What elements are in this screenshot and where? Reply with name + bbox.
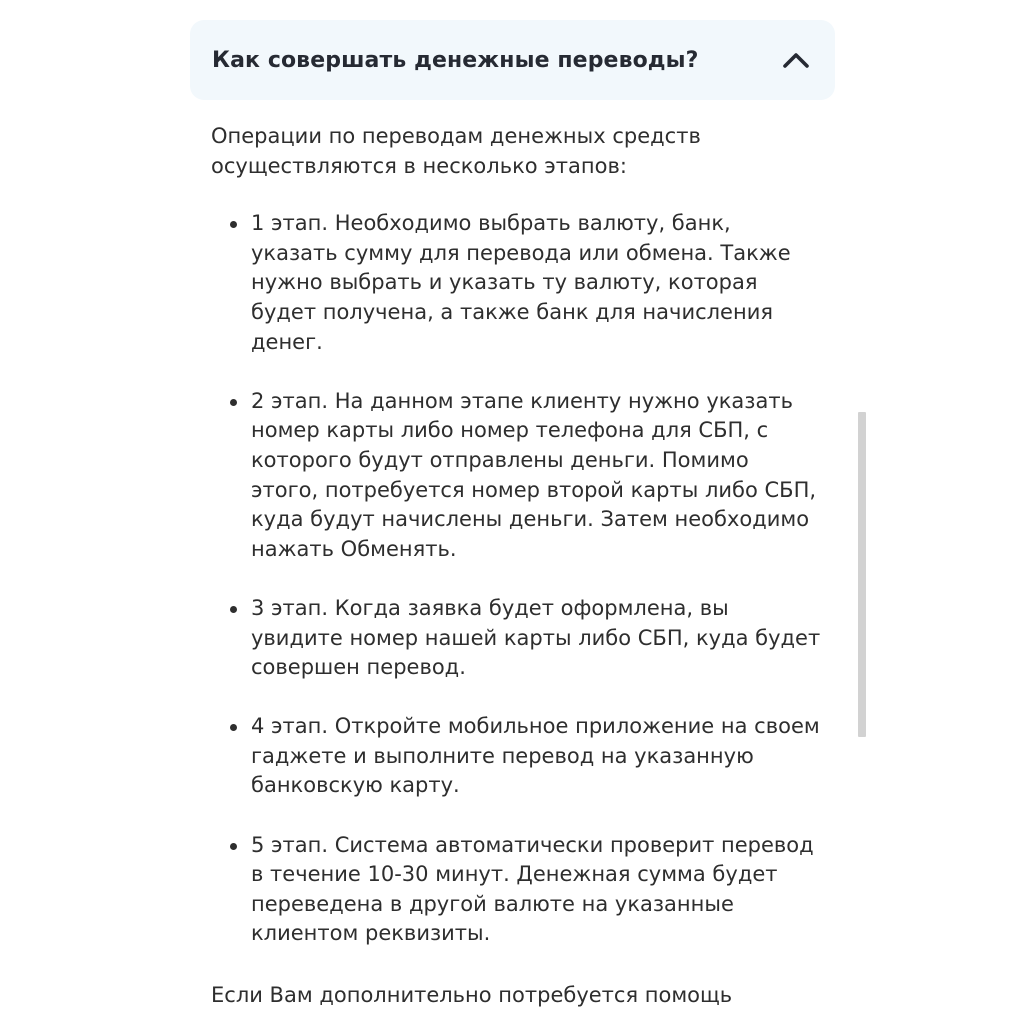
faq-question-header[interactable]	[190, 20, 835, 100]
list-item	[211, 594, 821, 683]
bullet-dot	[230, 399, 237, 406]
step-text: 2 этап. На данном этапе клиенту нужно указать номер карты либо номер телефона для СБП, с которого будут отправлены деньги. Помимо этого, потребуется номер второй карты либо СБП, куда будут начислены деньги. Затем необходимо нажать Обменять.	[251, 388, 817, 561]
list-item	[211, 209, 821, 357]
bullet-dot	[230, 843, 237, 850]
bullet-dot	[230, 606, 237, 613]
step-text: 1 этап. Необходимо выбрать валюту, банк, указать сумму для перевода или обмена. Также нужно выбрать и указать ту валюту, которая будет получена, а также банк для начисления денег.	[251, 211, 791, 354]
list-item	[211, 387, 821, 565]
list-item	[211, 712, 821, 801]
scrollbar-thumb[interactable]	[858, 412, 866, 737]
bullet-dot	[230, 724, 237, 731]
answer-outro: Если Вам дополнительно потребуется помощь	[211, 982, 733, 1007]
faq-question-title: Как совершать денежные переводы?	[212, 47, 699, 73]
bullet-dot	[230, 221, 237, 228]
steps-list	[211, 209, 821, 949]
step-text: 4 этап. Откройте мобильное приложение на своем гаджете и выполните перевод на указанную банковскую карту.	[251, 714, 820, 798]
chevron-up-icon[interactable]	[781, 45, 811, 75]
faq-answer	[211, 122, 821, 1010]
answer-intro: Операции по переводам денежных средств осуществляются в несколько этапов:	[211, 124, 701, 178]
step-text: 5 этап. Система автоматически проверит перевод в течение 10-30 минут. Денежная сумма будет переведена в другой валюте на указанные клиентом реквизиты.	[251, 832, 814, 946]
list-item	[211, 831, 821, 949]
step-text: 3 этап. Когда заявка будет оформлена, вы увидите номер нашей карты либо СБП, куда будет совершен перевод.	[251, 595, 821, 680]
